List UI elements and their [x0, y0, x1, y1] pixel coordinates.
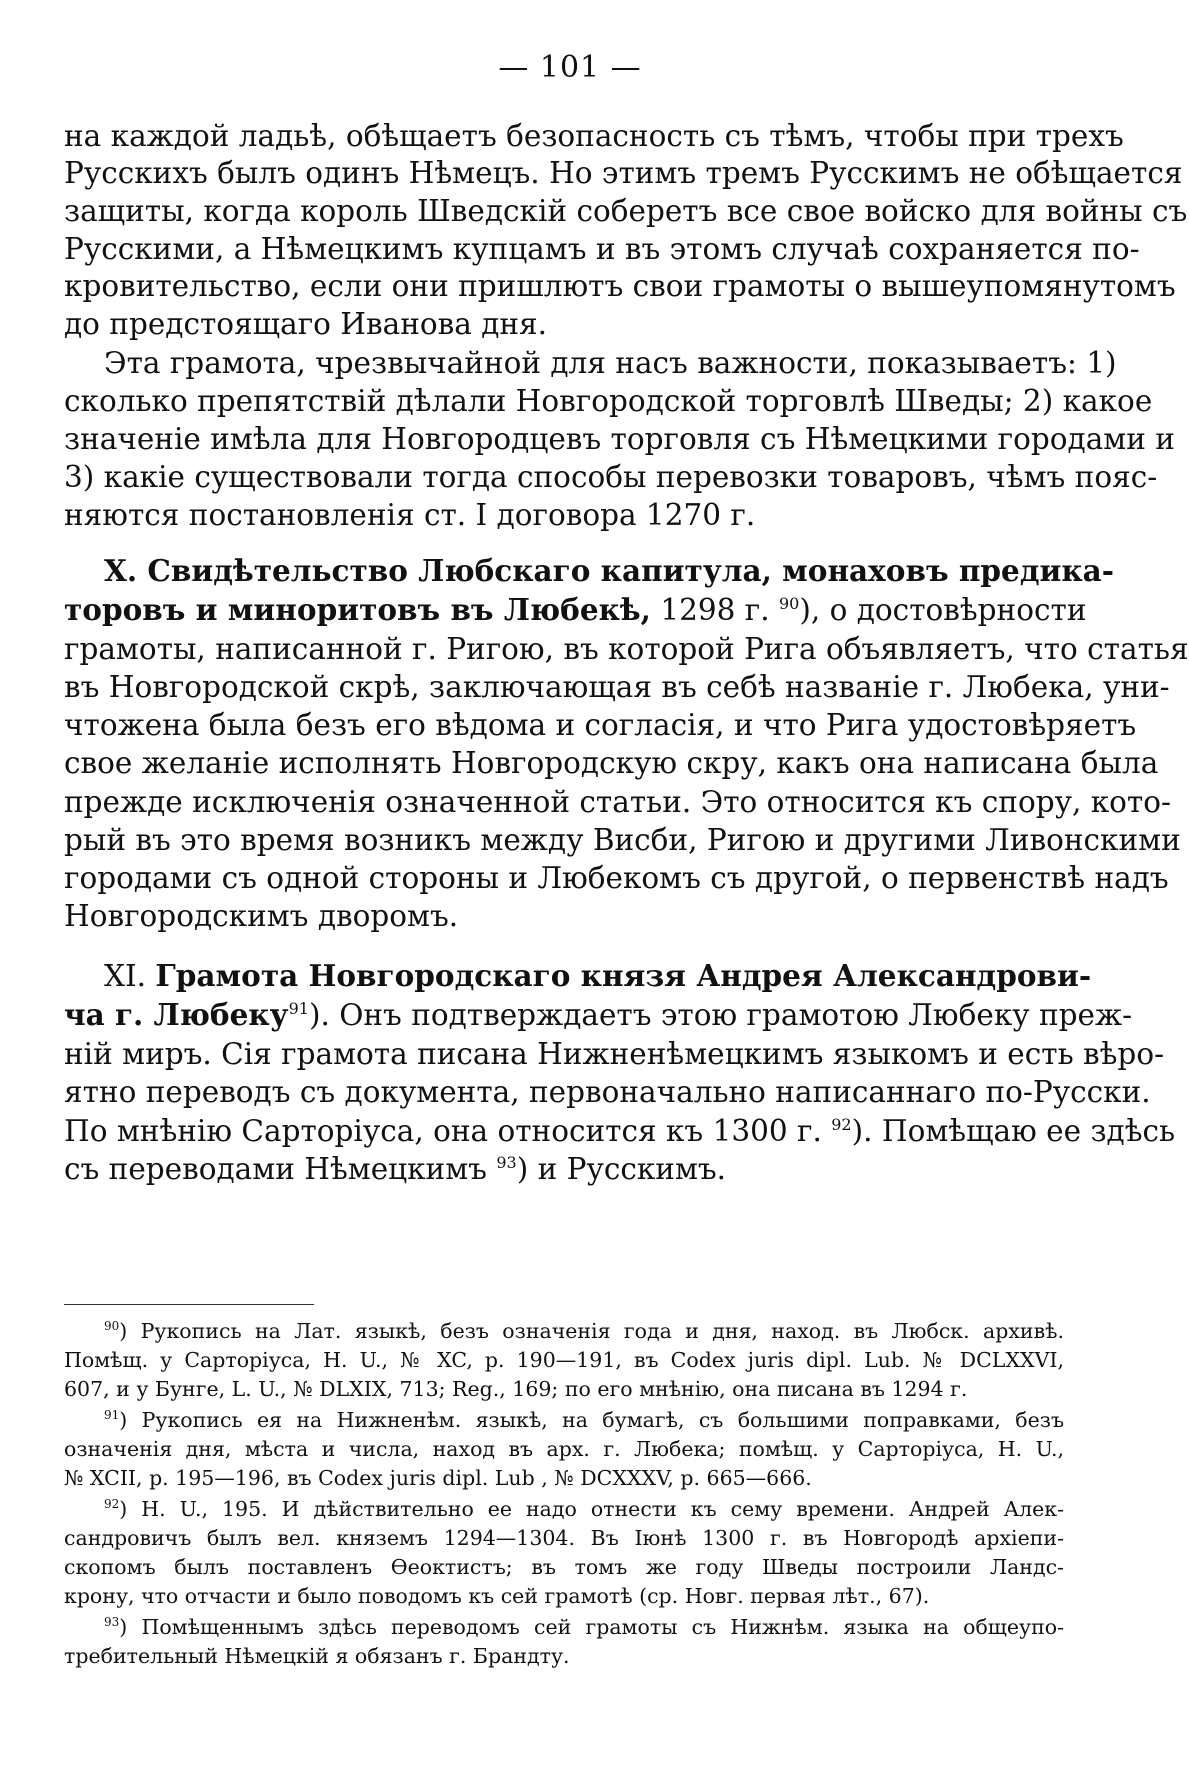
paragraph-line: прежде исключенія означенной статьи. Это относится къ спору, кото-	[64, 785, 1171, 819]
section-heading-bold: торовъ и миноритовъ въ Любекѣ,	[64, 592, 651, 627]
paragraph-line: въ Новгородской скрѣ, заключающая въ себѣ названіе г. Любека, уни-	[64, 670, 1170, 704]
footnote-ref: 90	[778, 594, 800, 614]
paragraph-line: 3) какіе существовали тогда способы перевозки товаровъ, чѣмъ пояс-	[64, 460, 1158, 494]
paragraph-line	[64, 1111, 1176, 1151]
footnote-mark: 91	[104, 1408, 120, 1423]
section-heading-line	[64, 995, 1133, 1035]
footnote-line: 607, и у Бунге, L. U., № DLXIX, 713; Reg., 169; по его мнѣнію, она писана въ 1294 г.	[64, 1377, 968, 1401]
paragraph-line: чтожена была безъ его вѣдома и согласія, и что Рига удостовѣряетъ	[64, 708, 1137, 742]
paragraph-line: Русскими, а Нѣмецкимъ купцамъ и въ этомъ случаѣ сохраняется по-	[64, 232, 1140, 266]
paragraph-line: Эта грамота, чрезвычайной для насъ важности, показываетъ: 1)	[104, 346, 1117, 380]
footnote-line: означенія дня, мѣста и числа, наход въ арх. г. Любека; помѣщ. у Сарторіуса, H. U.,	[64, 1437, 1064, 1461]
paragraph-line: грамоты, написанной г. Ригою, въ которой Рига объявляетъ, что статья	[64, 632, 1189, 666]
footnote-mark: 90	[104, 1319, 120, 1334]
paragraph-line: до предстоящаго Иванова дня.	[64, 307, 548, 341]
paragraph-line: городами съ одной стороны и Любекомъ съ другой, о первенствѣ надъ	[64, 861, 1169, 895]
section-heading	[104, 956, 1092, 996]
footnote-line: № XCII, p. 195—196, въ Codex juris dipl. Lub , № DCXXXV, p. 665—666.	[64, 1466, 812, 1490]
paragraph-line: сколько препятствій дѣлали Новгородской торговлѣ Шведы; 2) какое	[64, 384, 1153, 418]
section-heading-bold: ча г. Любеку	[64, 997, 289, 1032]
footnote-text: ) Рукопись ея на Нижненѣм. языкѣ, на бумагѣ, съ большими поправками, безъ	[119, 1408, 1064, 1432]
paragraph-line: свое желаніе исполнять Новгородскую скру, какъ она написана была	[64, 746, 1159, 780]
section-text: ). Онъ подтверждаетъ этою грамотою Любеку преж-	[308, 998, 1133, 1032]
section-heading: X. Свидѣтельство Любскаго капитула, монаховъ предика-	[104, 553, 1115, 588]
footnote-91	[104, 1405, 1064, 1435]
footnote-line: скопомъ былъ поставленъ Ѳеоктистъ; въ томъ же году Шведы построили Ландс-	[64, 1555, 1064, 1579]
section-number: XI.	[104, 959, 156, 993]
paragraph-line	[64, 1149, 1064, 1189]
footnote-line: Помѣщ. у Сарторіуса, H. U., № XC, p. 190—191, въ Codex juris dipl. Lub. № DCLXXVI,	[64, 1348, 1064, 1372]
paragraph-line: на каждой ладьѣ, обѣщаетъ безопасность съ тѣмъ, чтобы при трехъ	[64, 119, 1124, 153]
footnote-text: ) Помѣщеннымъ здѣсь переводомъ сей грамоты съ Нижнѣм. языка на общеупо-	[119, 1615, 1064, 1639]
footnote-divider	[64, 1304, 314, 1306]
section-heading-bold: Грамота Новгородскаго князя Андрея Александрови-	[155, 958, 1092, 993]
paragraph-line: значеніе имѣла для Новгородцевъ торговля съ Нѣмецкими городами и	[64, 422, 1175, 456]
paragraph-line: няются постановленія ст. I договора 1270 г.	[64, 498, 756, 532]
footnote-line: сандровичъ былъ вел. княземъ 1294—1304. Въ Іюнѣ 1300 г. въ Новгородѣ архіепи-	[64, 1526, 1064, 1550]
paragraph-line: рый въ это время возникъ между Висби, Ригою и другими Ливонскими	[64, 823, 1181, 857]
section-date: 1298 г.	[650, 593, 779, 627]
paragraph-line: ятно переводъ съ документа, первоначально написаннаго по-Русски.	[64, 1075, 1151, 1109]
footnote-ref: 92	[831, 1115, 852, 1135]
footnote-ref: 93	[496, 1153, 517, 1173]
footnote-mark: 92	[104, 1497, 120, 1512]
paragraph-line: защиты, когда король Шведскій соберетъ все свое войско для войны съ	[64, 194, 1188, 228]
page-number: — 101 —	[498, 50, 642, 85]
footnote-93	[104, 1612, 1064, 1642]
footnote-line: крону, что отчасти и было поводомъ къ сей грамотѣ (ср. Новг. первая лѣт., 67).	[64, 1584, 930, 1608]
paragraph-line: Новгородскимъ дворомъ.	[64, 899, 459, 933]
section-text: ), о достовѣрности	[799, 593, 1087, 627]
paragraph-line: Русскихъ былъ одинъ Нѣмецъ. Но этимъ тремъ Русскимъ не обѣщается	[64, 156, 1183, 190]
footnote-ref: 91	[288, 999, 309, 1019]
paragraph-text: ). Помѣщаю ее здѣсь	[851, 1114, 1176, 1148]
paragraph-text: ) и Русскимъ.	[516, 1152, 727, 1186]
paragraph-line: ній миръ. Сія грамота писана Нижненѣмецкимъ языкомъ и есть вѣро-	[64, 1037, 1165, 1071]
footnote-mark: 93	[104, 1615, 120, 1630]
footnote-90	[104, 1316, 1064, 1346]
paragraph-text: съ переводами Нѣмецкимъ	[64, 1152, 497, 1186]
footnote-text: ) Рукопись на Лат. языкѣ, безъ означенія года и дня, наход. въ Любск. архивѣ.	[119, 1319, 1064, 1343]
footnote-line: требительный Нѣмецкій я обязанъ г. Брандту.	[64, 1644, 570, 1668]
paragraph-line: кровительство, если они пришлютъ свои грамоты о вышеупомянутомъ	[64, 269, 1176, 303]
paragraph-text: По мнѣнію Сарторіуса, она относится къ 1300 г.	[64, 1114, 832, 1148]
footnote-92	[104, 1494, 1064, 1524]
section-heading-line	[64, 590, 1087, 630]
footnote-text: ) H. U., 195. И дѣйствительно ее надо отнести къ сему времени. Андрей Алек-	[119, 1497, 1064, 1521]
